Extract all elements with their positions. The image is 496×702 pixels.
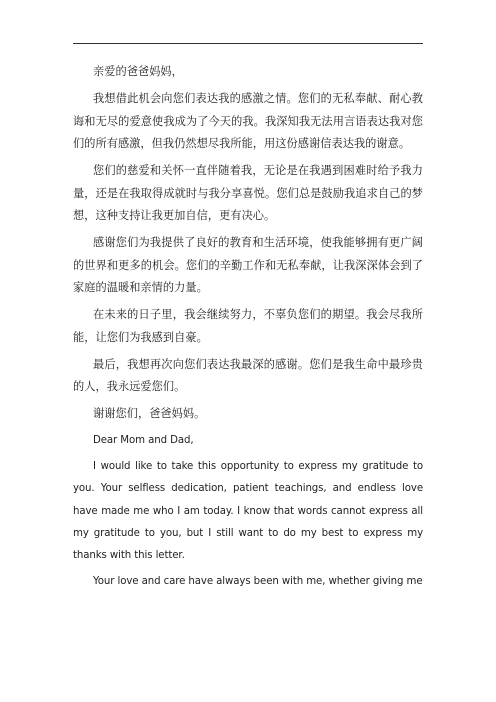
chinese-paragraph-2: 您们的慈爱和关怀一直伴随着我，无论是在我遇到困难时给予我力量，还是在我取得成就时与我分享喜悦。您们总是鼓励我追求自己的梦想，这种支持让我更加自信，更有决心。 [73,164,423,222]
chinese-greeting: 亲爱的爸爸妈妈， [93,65,183,78]
english-greeting: Dear Mom and Dad, [93,435,194,446]
chinese-paragraph-5: 最后，我想再次向您们表达我最深的感谢。您们是我生命中最珍贵的人，我永远爱您们。 [73,357,423,393]
chinese-paragraph-1: 我想借此机会向您们表达我的感激之情。您们的无私奉献、耐心教诲和无尽的爱意使我成为了今天的我。我深知我无法用言语表达我对您们的所有感激，但我仍然想尽我所能，用这份感谢信表达我的谢意。 [73,92,423,150]
header-rule [73,43,423,44]
letter-body [73,61,423,597]
english-paragraph-2: Your love and care have always been with me, whether giving me [93,576,423,588]
english-paragraph-1: I would like to take this opportunity to express my gratitude to you. Your selfless dedication, patient teachings, and endless love have made me who I am today. I know that words cannot express all my gratitude to you, but I still want to do my best to express my thanks with this letter. [73,461,423,562]
chinese-paragraph-3: 感谢您们为我提供了良好的教育和生活环境，使我能够拥有更广阔的世界和更多的机会。您们的辛勤工作和无私奉献，让我深深体会到了家庭的温暖和亲情的力量。 [73,236,423,294]
chinese-paragraph-4: 在未来的日子里，我会继续努力，不辜负您们的期望。我会尽我所能，让您们为我感到自豪。 [73,308,423,344]
chinese-closing: 谢谢您们，爸爸妈妈。 [93,407,206,420]
